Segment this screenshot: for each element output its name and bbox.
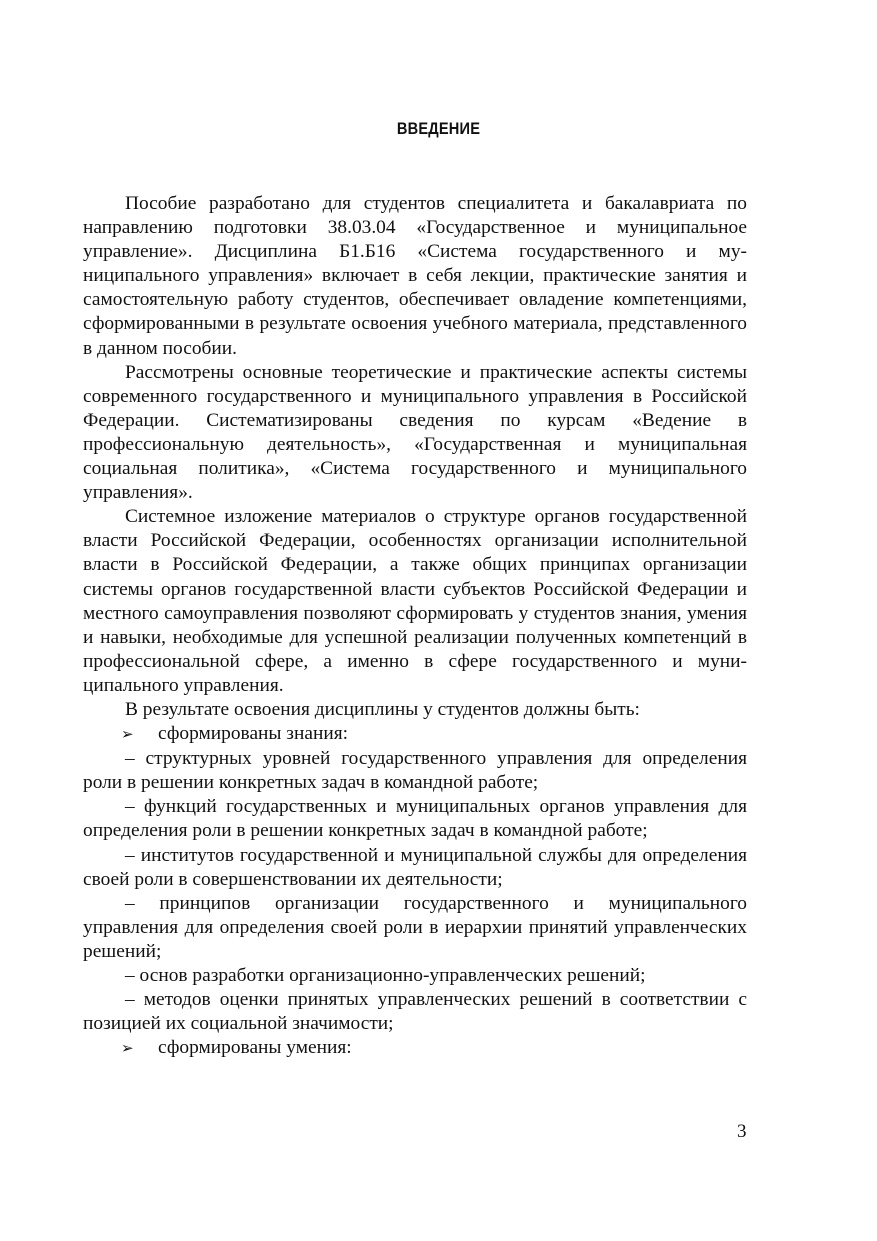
knowledge-item: – функций государственных и муниципальных органов управления для определения роли в решении конкретных задач в командной работе; xyxy=(83,796,747,842)
knowledge-item: – структурных уровней государственного управления для определения роли в решении конкретных задач в командной работе; xyxy=(83,748,747,794)
paragraph-aspects: Рассмотрены основные теоретические и практические аспекты системы современного государственного и муниципального управления в Российской Федерации. Систематизированы сведения по курсам «Ведение в профессиональную деятельность», «Государственная и муниципальная социальная политика», «Система государственного и муниципального управления». xyxy=(83,361,747,504)
document-body xyxy=(83,192,747,1061)
paragraph-purpose: Пособие разработано для студентов специалитета и бакалавриата по направлению подготовки 38.03.04 «Государственное и муниципальное управление». Дисциплина Б1.Б16 «Система государственного и муниципального управления» включает в себя лекции, практические занятия и самостоятельную работу студентов, обеспечивает овладение компетенциями, сформированными в результате освоения учебного материала, представленного в данном пособии. xyxy=(83,193,747,359)
knowledge-item: – принципов организации государственного и муниципального управления для определения своей роли в иерархии принятий управленческих решений; xyxy=(83,892,747,962)
bullet-knowledge-label: сформированы знания: xyxy=(158,723,349,745)
paragraph-materials: Системное изложение материалов о структуре органов государственной власти Российской Федерации, особенностях организации исполнительной власти в Российской Федерации, а также общих принципах организации системы органов государственной власти субъектов Российской Федерации и местного самоуправления позволяют сформировать у студентов знания, умения и навыки, необходимые для успешной реализации полученных компетенций в профессиональной сфере, а именно в сфере государственного и муниципального управления. xyxy=(83,506,747,696)
page-title: ВВЕДЕНИЕ xyxy=(396,119,481,138)
bullet-skills-label: сформированы умения: xyxy=(158,1037,352,1059)
knowledge-item: – институтов государственной и муниципальной службы для определения своей роли в совершенствовании их деятельности; xyxy=(83,844,747,890)
knowledge-item: – основ разработки организационно-управленческих решений; xyxy=(125,965,646,986)
arrow-bullet-icon: ➢ xyxy=(121,1041,134,1058)
arrow-bullet-icon: ➢ xyxy=(121,727,134,744)
paragraph-results-intro: В результате освоения дисциплины у студентов должны быть: xyxy=(125,698,640,720)
bullet-skills xyxy=(83,1036,747,1061)
knowledge-item: – методов оценки принятых управленческих решений в соответствии с позицией их социальной значимости; xyxy=(83,989,747,1035)
page-number: 3 xyxy=(737,1121,747,1142)
bullet-knowledge xyxy=(83,722,747,747)
